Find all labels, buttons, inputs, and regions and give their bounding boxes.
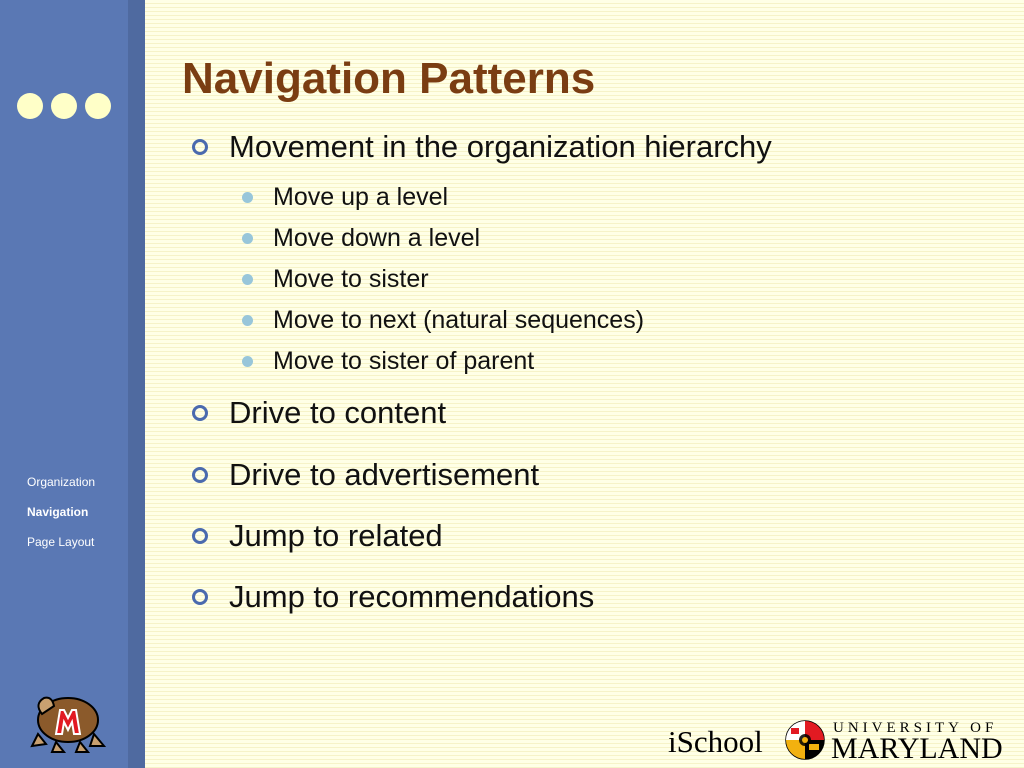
dot-icon <box>85 93 111 119</box>
page-title: Navigation Patterns <box>182 54 596 103</box>
bullet-text: Jump to recommendations <box>229 579 595 614</box>
maryland-seal-icon <box>785 720 825 760</box>
bullet-text: Movement in the organization hierarchy <box>229 129 772 164</box>
ring-bullet-icon <box>192 405 208 421</box>
sub-bullet-item <box>273 223 480 253</box>
bullet-text: Drive to advertisement <box>229 457 540 492</box>
sidebar-item-navigation[interactable]: Navigation <box>27 505 89 519</box>
ischool-wordmark: iSchool <box>668 724 763 759</box>
sub-bullet-text: Move to sister <box>273 265 429 293</box>
sub-bullet-text: Move to sister of parent <box>273 347 535 375</box>
footer-logo <box>668 718 1018 764</box>
decorative-dots <box>17 93 111 119</box>
sub-bullet-item <box>273 305 644 335</box>
bullet-item <box>229 395 446 431</box>
sub-bullet-text: Move up a level <box>273 183 449 211</box>
dot-icon <box>51 93 77 119</box>
sub-bullet-item <box>273 182 448 212</box>
bullet-item <box>229 518 443 554</box>
sub-bullet-item <box>273 264 429 294</box>
maryland-text: MARYLAND <box>831 732 1003 765</box>
sidebar <box>0 0 128 768</box>
bullet-text: Jump to related <box>229 518 443 553</box>
ring-bullet-icon <box>192 467 208 483</box>
bullet-item <box>229 457 539 493</box>
bullet-item <box>229 129 772 165</box>
ring-bullet-icon <box>192 139 208 155</box>
ring-bullet-icon <box>192 528 208 544</box>
dot-bullet-icon <box>242 274 253 285</box>
dot-bullet-icon <box>242 315 253 326</box>
sidebar-item-organization[interactable]: Organization <box>27 475 96 489</box>
terrapin-mascot-icon <box>30 684 106 754</box>
sidebar-nav <box>27 475 95 565</box>
sub-bullet-item <box>273 346 534 376</box>
bullet-text: Drive to content <box>229 395 447 430</box>
dot-bullet-icon <box>242 192 253 203</box>
dot-icon <box>17 93 43 119</box>
dot-bullet-icon <box>242 356 253 367</box>
dot-bullet-icon <box>242 233 253 244</box>
sub-bullet-text: Move to next (natural sequences) <box>273 306 645 334</box>
bullet-item <box>229 579 594 615</box>
sidebar-item-page-layout[interactable]: Page Layout <box>27 535 95 549</box>
sub-bullet-text: Move down a level <box>273 224 481 252</box>
sidebar-stripe <box>128 0 145 768</box>
university-of-text: UNIVERSITY OF <box>833 720 998 736</box>
ring-bullet-icon <box>192 589 208 605</box>
